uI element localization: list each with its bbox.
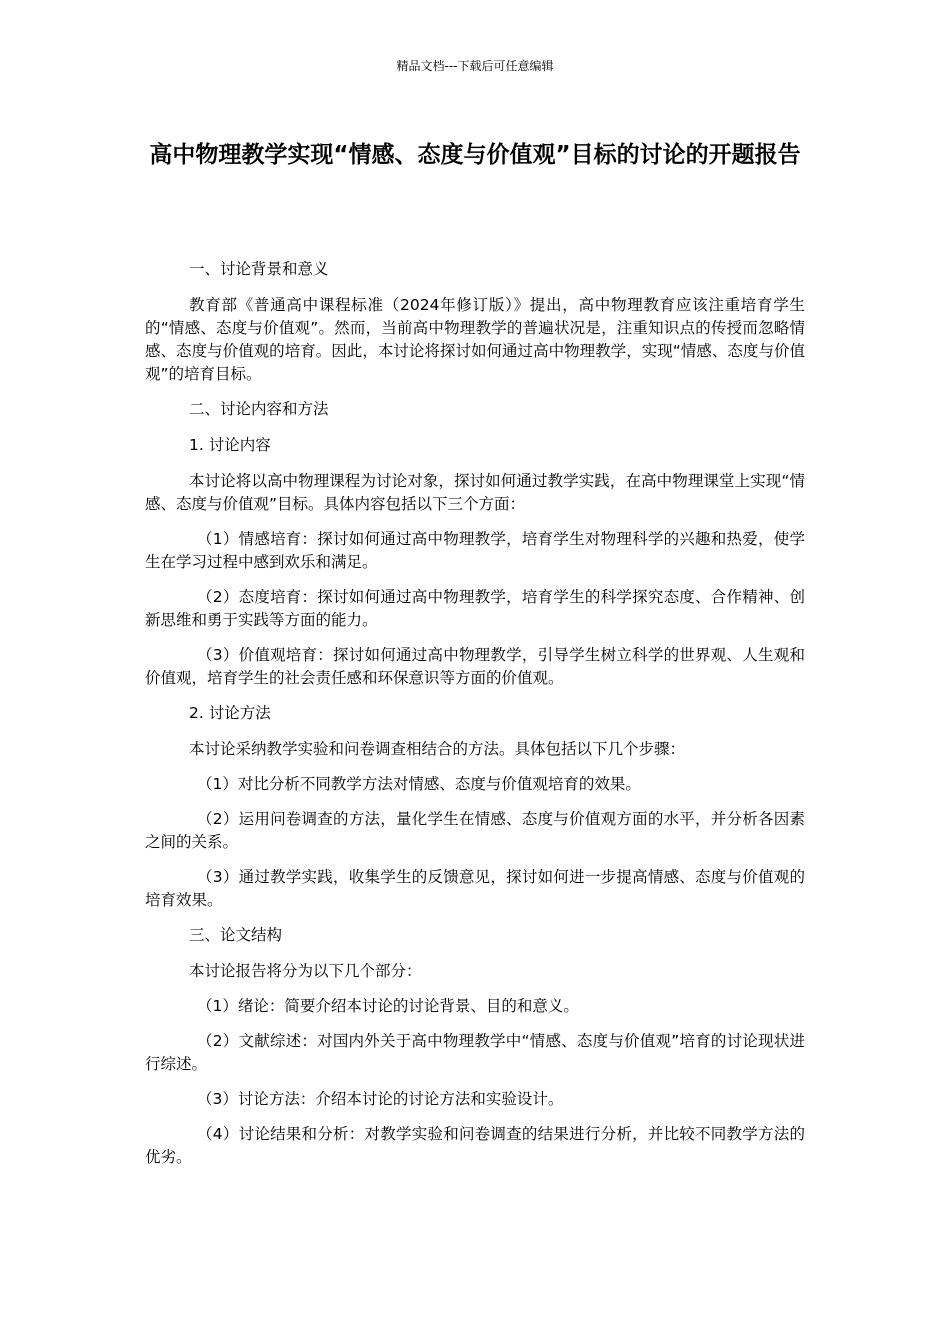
list-item-values: （3）价值观培育：探讨如何通过高中物理教学，引导学生树立科学的世界观、人生观和价值观，培育学生的社会责任感和环保意识等方面的价值观。 [145,646,805,687]
paragraph-content-intro: 本讨论将以高中物理课程为讨论对象，探讨如何通过教学实践，在高中物理课堂上实现“情感、态度与价值观”目标。具体内容包括以下三个方面： [145,472,805,513]
list-item-method-2: （2）运用问卷调查的方法，量化学生在情感、态度与价值观方面的水平，并分析各因素之间的关系。 [145,810,805,851]
list-item-structure-3: （3）讨论方法：介绍本讨论的讨论方法和实验设计。 [197,1090,564,1108]
list-item-attitude: （2）态度培育：探讨如何通过高中物理教学，培育学生的科学探究态度、合作精神、创新思维和勇于实践等方面的能力。 [145,588,805,629]
list-item-structure-1: （1）绪论：简要介绍本讨论的讨论背景、目的和意义。 [197,997,579,1015]
subsection-heading-content: 1. 讨论内容 [189,436,271,454]
list-item-method-3: （3）通过教学实践，收集学生的反馈意见，探讨如何进一步提高情感、态度与价值观的培育效果。 [145,868,805,909]
section-heading-background: 一、讨论背景和意义 [189,260,329,278]
section-heading-structure: 三、论文结构 [189,926,283,944]
list-item-method-1: （1）对比分析不同教学方法对情感、态度与价值观培育的效果。 [197,775,641,793]
paragraph-background: 教育部《普通高中课程标准（2024年修订版）》提出，高中物理教育应该注重培育学生的“情感、态度与价值观”。然而，当前高中物理教学的普遍状况是，注重知识点的传授而忽略情感、态度与价值观的培育。因此，本讨论将探讨如何通过高中物理教学，实现“情感、态度与价值观”的培育目标。 [145,296,805,383]
document-title: 高中物理教学实现“情感、态度与价值观”目标的讨论的开题报告 [149,142,801,168]
subsection-heading-method: 2. 讨论方法 [189,704,271,722]
list-item-structure-2: （2）文献综述：对国内外关于高中物理教学中“情感、态度与价值观”培育的讨论现状进行综述。 [145,1032,805,1073]
page-header: 精品文档---下载后可任意编辑 [396,59,554,73]
paragraph-method-intro: 本讨论采纳教学实验和问卷调查相结合的方法。具体包括以下几个步骤： [189,740,686,758]
section-heading-content-method: 二、讨论内容和方法 [189,400,329,418]
paragraph-structure-intro: 本讨论报告将分为以下几个部分： [189,962,422,980]
list-item-structure-4: （4）讨论结果和分析：对教学实验和问卷调查的结果进行分析，并比较不同教学方法的优劣。 [145,1125,805,1166]
document-body [145,258,805,1181]
list-item-emotion: （1）情感培育：探讨如何通过高中物理教学，培育学生对物理科学的兴趣和热爱，使学生在学习过程中感到欢乐和满足。 [145,530,805,571]
